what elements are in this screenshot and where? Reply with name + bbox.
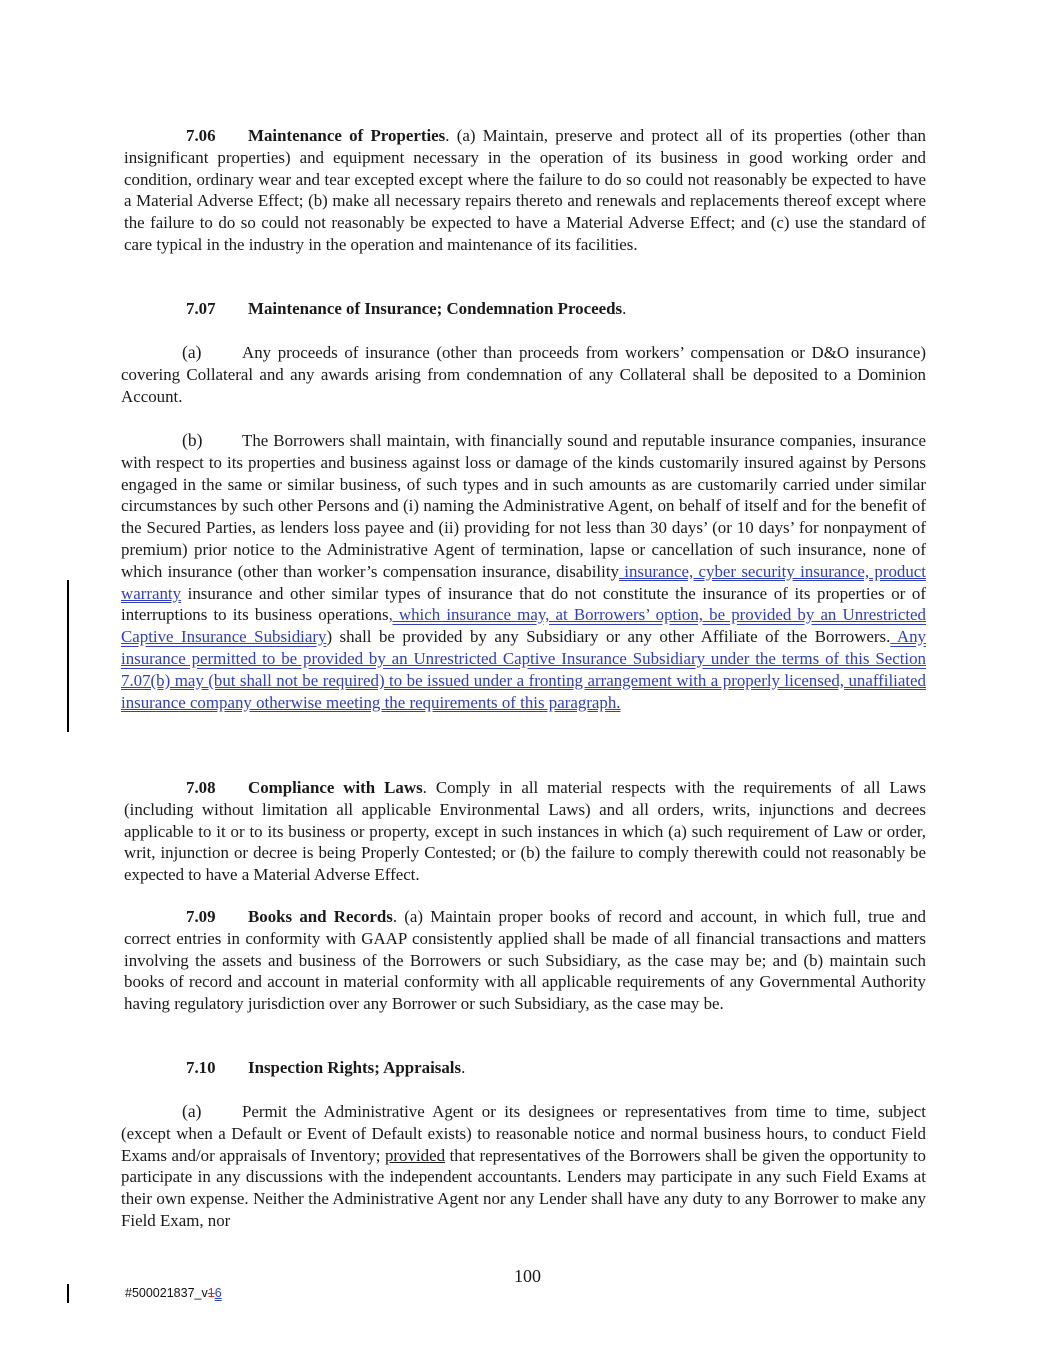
subsection-body: Any proceeds of insurance (other than proceeds from workers’ compensation or D&O insurance) covering Collateral and any awards arising from condemnation of any Collateral shall be deposited to a Dominion Account. [121,343,926,406]
tracked-insertion: insurance, cyber security insurance, product warranty [121,561,926,603]
doc-id-prefix: #500021837_v [125,1286,208,1300]
section-7-10-heading [124,1057,926,1079]
section-7-10-a [121,1101,926,1232]
section-7-07-heading [124,298,926,320]
subsection-label: (a) [182,1101,202,1121]
section-7-06 [124,125,926,256]
section-number: 7.10 [186,1058,216,1077]
section-number: 7.08 [186,778,216,797]
subsection-body: Permit the Administrative Agent or its designees or representatives from time to time, subject (except when a Default or Event of Default exists) to reasonable notice and normal business hours, to conduct Field Exams and/or appraisals of Inventory; [121,1102,926,1165]
section-body: . (a) Maintain proper books of record and account, in which full, true and correct entries in conformity with GAAP consistently applied shall be made of all financial transactions and matters involving the assets and business of the Borrowers or such Subsidiary, as the case may be; and (b) maintain such books of record and account in material conformity with all applicable requirements of any Governmental Authority having regulatory jurisdiction over any Borrower or such Subsidiary, as the case may be. [124,907,927,1014]
section-number: 7.09 [186,907,216,926]
section-7-07-b [121,430,926,713]
tracked-insertion: Any insurance permitted to be provided by an Unrestricted Captive Insurance Subsidiary under the terms of this Section 7.07(b) may (but shall not be required) to be issued under a fronting arrangement with a properly licensed, unaffiliated insurance company otherwise meeting the requirements of this paragraph. [121,627,926,712]
document-id [125,1286,222,1300]
heading-period: . [622,299,627,318]
section-heading: Maintenance of Properties [248,126,446,145]
section-body: . (a) Maintain, preserve and protect all of its properties (other than insignificant properties) and equipment necessary in the operation of its business in good working order and condition, ordinary wear and tear excepted except where the failure to do so could not reasonably be expected to have a Material Adverse Effect; (b) make all necessary repairs thereto and renewals and replacements thereof except where the failure to do so could not reasonably be expected to have a Material Adverse Effect; and (c) use the standard of care typical in the industry in the operation and maintenance of its facilities. [124,126,926,254]
section-7-07-a [121,342,926,407]
section-heading: Maintenance of Insurance; Condemnation Proceeds [248,299,623,318]
section-heading: Compliance with Laws [248,778,423,797]
section-7-08 [124,777,926,886]
page-number: 100 [514,1266,541,1286]
subsection-label: (b) [182,430,203,450]
tracked-insertion: , which insurance may, at Borrowers’ option, be provided by an Unrestricted Captive Insurance Subsidiary [121,605,926,647]
subsection-body: that representatives of the Borrowers shall be given the opportunity to participate in any discussions with the independent accountants. Lenders may participate in any such Field Exams at their own expense. Neither the Administrative Agent nor any Lender shall have any duty to any Borrower to make any Field Exam, nor [121,1145,926,1230]
change-bar [67,1284,69,1303]
section-body: . Comply in all material respects with the requirements of all Laws (including without limitation all applicable Environmental Laws) and all orders, writs, injunctions and decrees applicable to it or to its business or property, except in such instances in which (a) such requirement of Law or order, writ, injunction or decree is being Properly Contested; or (b) the failure to comply therewith could not reasonably be expected to have a Material Adverse Effect. [124,778,926,885]
subsection-body: The Borrowers shall maintain, with financially sound and reputable insurance companies, insurance with respect to its properties and business against loss or damage of the kinds customarily insured against by Persons engaged in the same or similar business, of such types and in such amounts as are customarily carried under similar circumstances by such other Persons and (i) naming the Administrative Agent, on behalf of itself and for the benefit of the Secured Parties, as lenders loss payee and (ii) providing for not less than 30 days’ (or 10 days’ for nonpayment of premium) prior notice to the Administrative Agent of termination, lapse or cancellation of such insurance, none of which insurance (other than worker’s compensation insurance, disability [121,431,926,581]
section-heading: Inspection Rights; Appraisals [248,1058,462,1077]
heading-period: . [461,1058,466,1077]
section-heading: Books and Records [248,907,393,926]
doc-id-deleted: 1 [207,1286,215,1300]
section-number: 7.07 [186,299,216,318]
subsection-body: insurance and other similar types of insurance that do not constitute the insurance of its properties or of interruptions to its business operations [121,583,926,625]
section-7-09 [124,906,926,1015]
subsection-body: ) shall be provided by any Subsidiary or any other Affiliate of the Borrowers. [326,627,891,647]
change-bar [67,580,69,732]
section-number: 7.06 [186,126,216,145]
subsection-label: (a) [182,342,202,362]
doc-id-inserted: 6 [214,1286,222,1300]
provided-term: provided [384,1145,446,1165]
